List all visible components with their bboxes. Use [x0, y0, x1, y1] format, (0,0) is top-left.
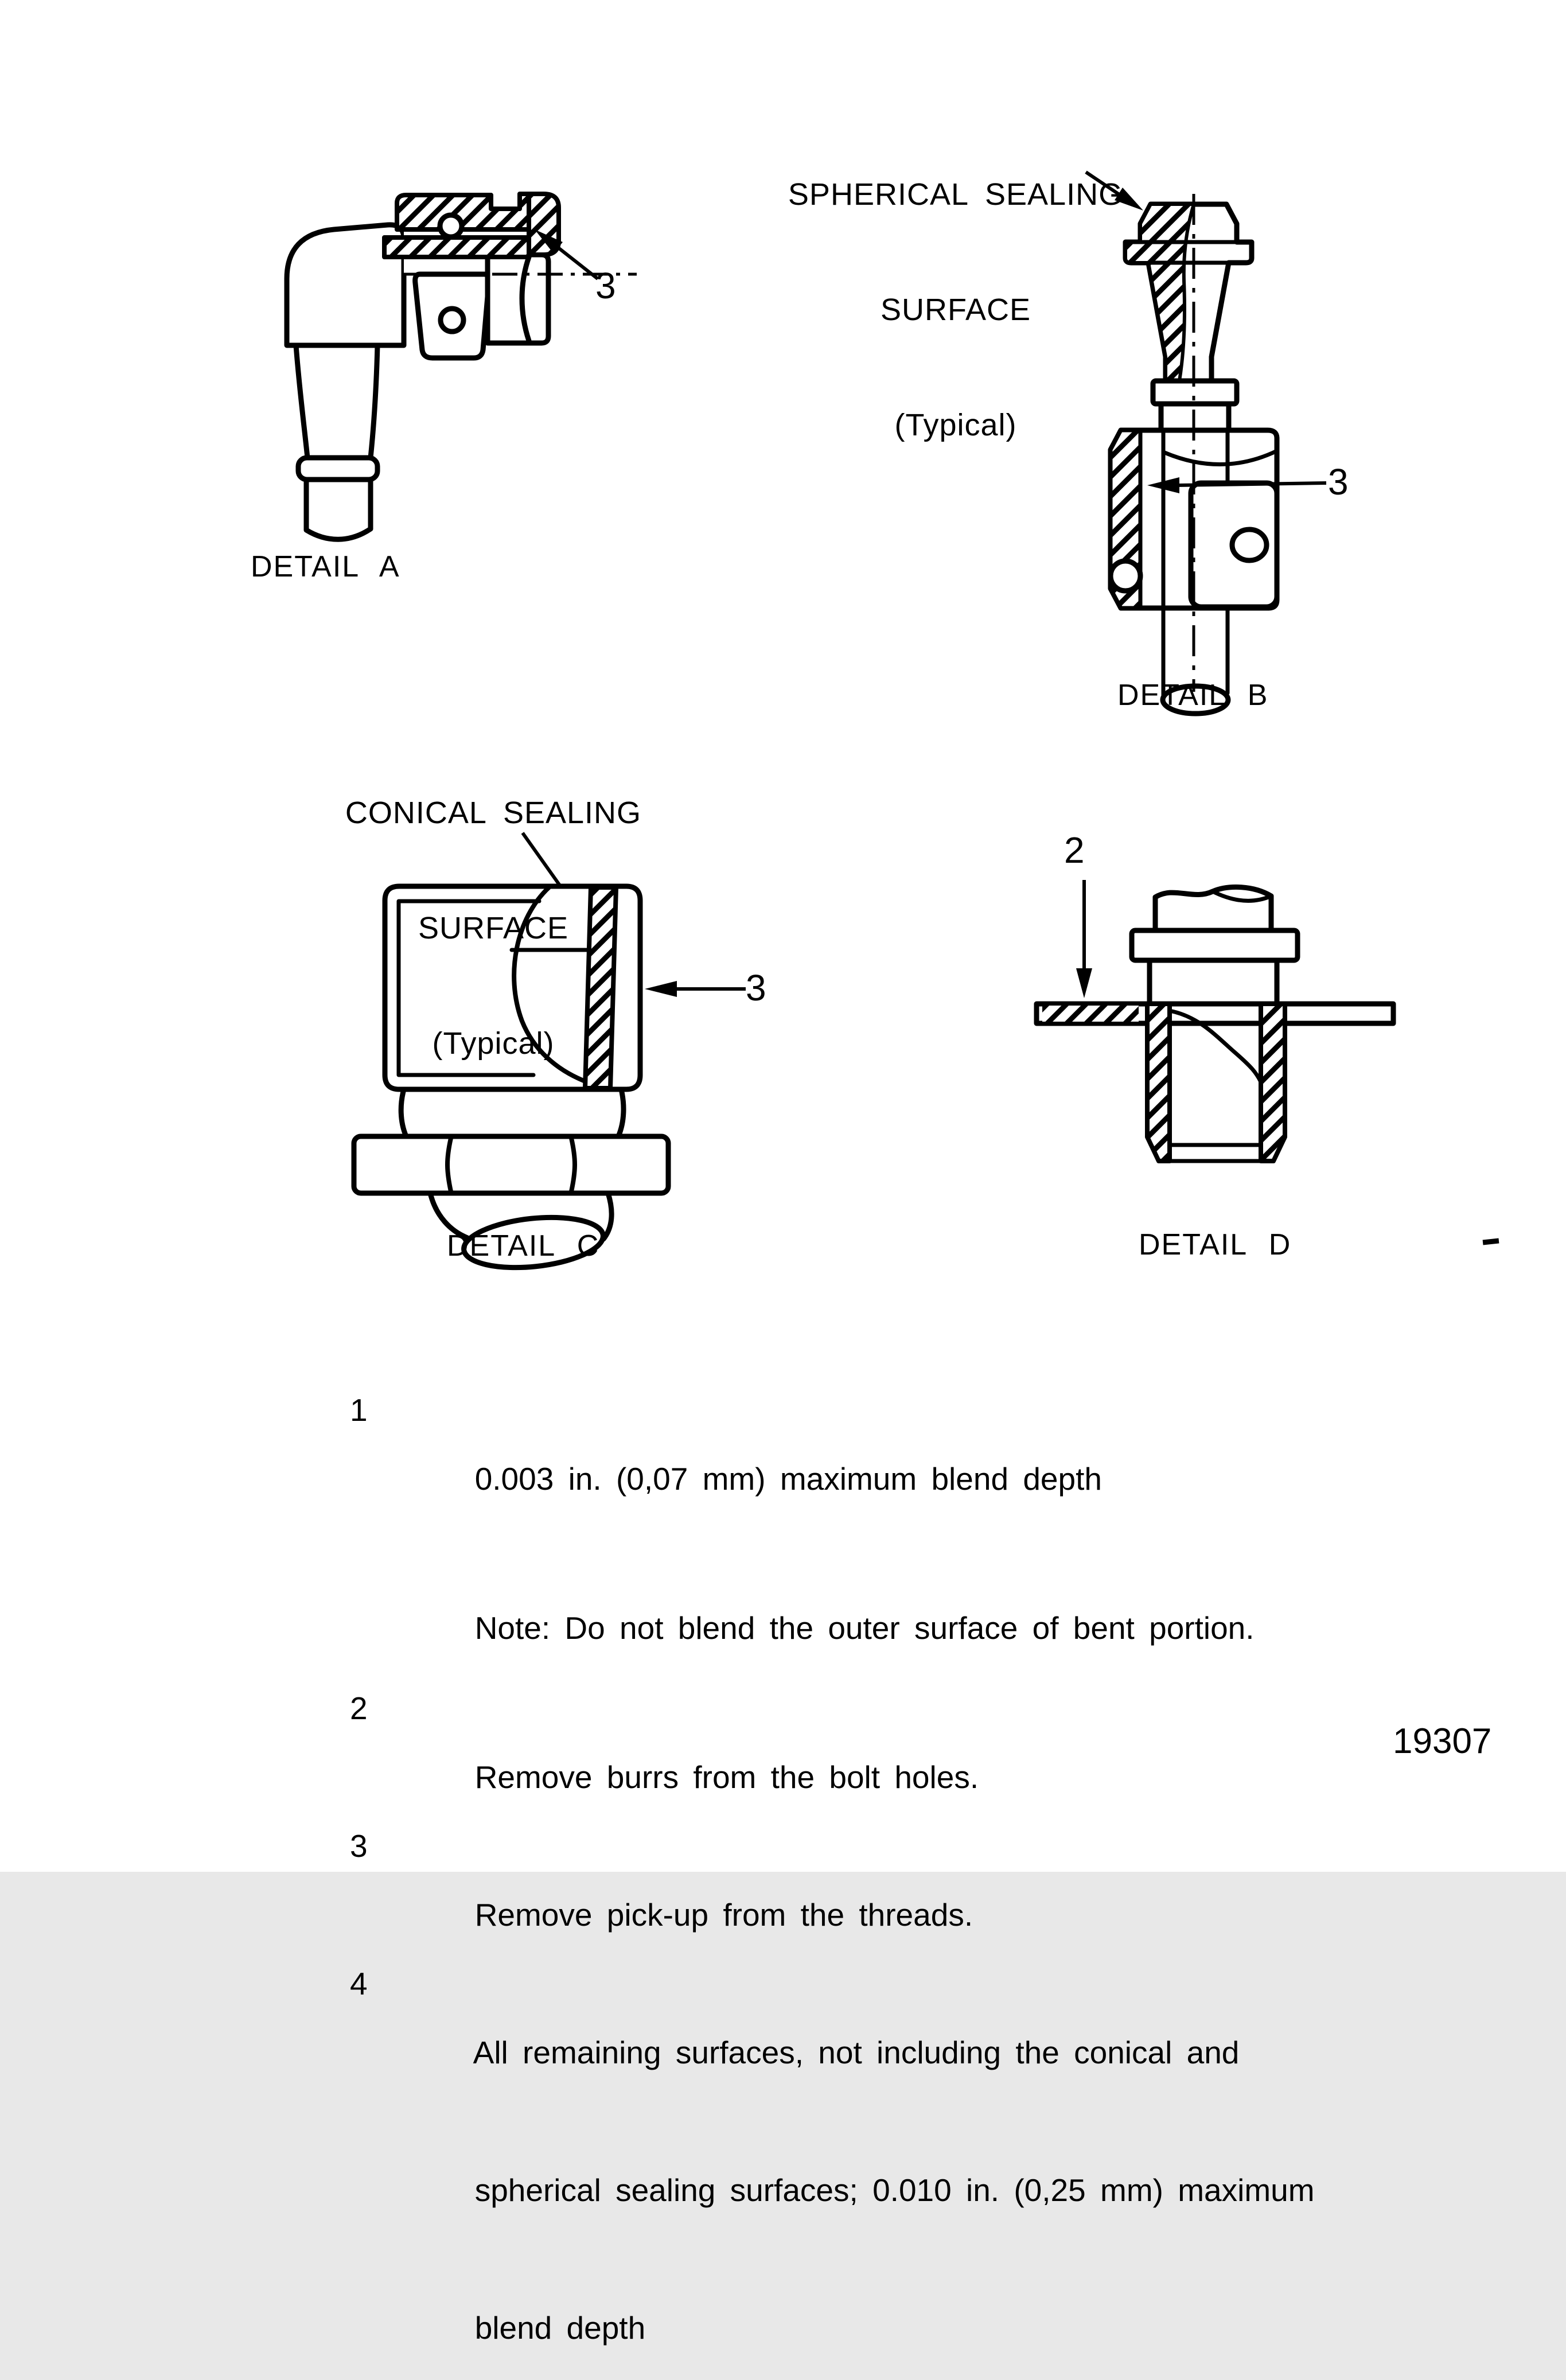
note-item-3	[350, 1829, 1325, 1966]
elbow-tube-end	[306, 480, 371, 539]
note-item-4-text: All remaining surfaces, not including the conical and	[473, 2035, 1240, 2070]
conical-sealing-label	[321, 717, 665, 1140]
callout-3-detail-b: 3	[1328, 461, 1349, 503]
scan-artifact-dash	[1483, 1238, 1499, 1245]
detail-d-caption: DETAIL D	[1139, 1228, 1292, 1261]
thread-wall-right-hatched	[1261, 1004, 1285, 1161]
spherical-sealing-label-line2: SURFACE	[880, 293, 1031, 327]
detail-d-drawing	[1027, 826, 1400, 1205]
detail-a-caption: DETAIL A	[251, 550, 400, 583]
note-item-1	[350, 1393, 1325, 1530]
swivel-ball	[1111, 561, 1140, 591]
conical-sealing-label-line3: (Typical)	[432, 1026, 555, 1061]
note-item-1-text: 0.003 in. (0,07 mm) maximum blend depth	[474, 1461, 1102, 1497]
conical-sealing-label-line2: SURFACE	[418, 911, 569, 945]
elbow-tube-ring	[298, 458, 377, 480]
fitting-cylinder-end	[488, 255, 548, 343]
conical-sealing-label-line1: CONICAL SEALING	[345, 796, 642, 830]
nut-section-lower-hatched	[384, 237, 529, 257]
callout-2-detail-d: 2	[1064, 829, 1085, 871]
bore-bottom-lines	[1170, 1145, 1261, 1161]
lug-hole	[1232, 529, 1267, 560]
note-item-2-text: Remove burrs from the bolt holes.	[474, 1759, 979, 1795]
note-item-4-wrap1	[350, 2104, 1325, 2242]
elbow-tube-taper	[296, 345, 377, 458]
note-item-4-wrap2	[350, 2242, 1325, 2379]
note-item-1-number: 1	[350, 1392, 368, 1428]
hex-nut	[354, 1136, 668, 1193]
swivel-ball	[440, 215, 462, 237]
note-item-4-number: 4	[350, 1966, 368, 2001]
note-item-2	[350, 1691, 1325, 1829]
note-item-1-note	[350, 1542, 1325, 1680]
callout-3-detail-a: 3	[595, 265, 616, 306]
spherical-sealing-label	[766, 99, 1145, 521]
note-item-2-number: 2	[350, 1690, 368, 1726]
note-item-4-wrap1-text: spherical sealing surfaces; 0.010 in. (0,25 mm) maximum	[474, 2172, 1315, 2208]
figure-number: 19307	[1393, 1721, 1492, 1761]
note-item-3-text: Remove pick-up from the threads.	[474, 1897, 973, 1933]
notes-list	[350, 1393, 1325, 2379]
spherical-sealing-label-line3: (Typical)	[894, 408, 1017, 442]
body	[1150, 960, 1277, 1004]
bolt-hole	[441, 309, 463, 332]
spherical-sealing-label-line1: SPHERICAL SEALING	[788, 177, 1124, 212]
collar	[1132, 930, 1298, 960]
thread-wall-left-hatched	[1147, 1004, 1170, 1161]
note-item-4-wrap2-text: blend depth	[474, 2310, 646, 2346]
detail-c-caption: DETAIL C	[447, 1229, 600, 1263]
bulkhead-plate-hatch	[1042, 1006, 1139, 1022]
callout-3-detail-c: 3	[746, 967, 766, 1008]
note-item-1-note-text: Note: Do not blend the outer surface of bent portion.	[474, 1610, 1255, 1646]
detail-a-drawing	[270, 161, 637, 551]
note-item-4	[350, 1966, 1325, 2104]
callout-2-arrow	[1076, 880, 1092, 998]
detail-b-caption: DETAIL B	[1117, 679, 1269, 712]
note-item-3-number: 3	[350, 1828, 368, 1864]
